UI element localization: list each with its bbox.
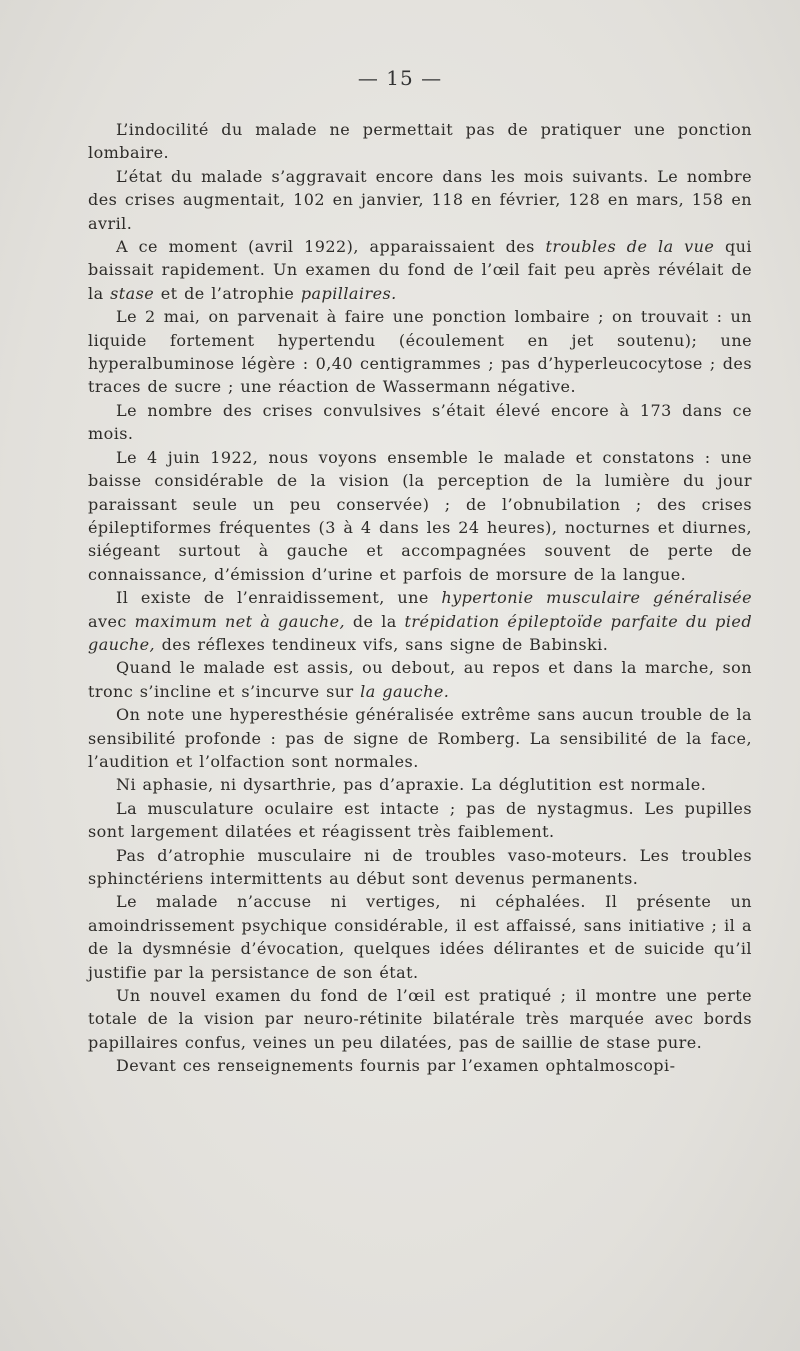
paragraph bbox=[88, 797, 752, 844]
italic-text-run: hypertonie musculaire généralisée bbox=[441, 588, 753, 608]
paragraph bbox=[88, 656, 752, 703]
text-run: On note une hyperesthésie généralisée extrême sans aucun trouble de la sensibilité profonde : pas de signe de Romberg. La sensibilité de la face, l’audition et l’olfaction sont normales. bbox=[88, 705, 752, 771]
text-run: Un nouvel examen du fond de l’œil est pratiqué ; il montre une perte totale de la vision par neuro-rétinite bilatérale très marquée avec bords papillaires confus, veines un peu dilatées, pas de saillie de stase pure. bbox=[88, 986, 752, 1052]
text-run: Pas d’atrophie musculaire ni de troubles vaso-moteurs. Les troubles sphinctériens intermittents au début sont devenus permanents. bbox=[88, 845, 752, 888]
paragraph bbox=[88, 984, 752, 1054]
paragraph bbox=[88, 235, 752, 305]
italic-text-run: stase bbox=[110, 283, 155, 303]
text-run: de la bbox=[345, 611, 405, 631]
text-run: Le malade n’accuse ni vertiges, ni céphalées. Il présente un amoindrissement psychique considérable, il est affaissé, sans initiative ; il a de la dysmnésie d’évocation, quelques idées délirantes et de suicide qu’il justifie par la persistance de son état. bbox=[88, 892, 752, 982]
text-run: des réflexes tendineux vifs, sans signe de Babinski. bbox=[155, 634, 609, 654]
text-run: avec bbox=[88, 611, 135, 631]
text-run: Devant ces renseignements fournis par l’examen ophtalmoscopi- bbox=[116, 1056, 676, 1076]
paragraph bbox=[88, 773, 752, 796]
italic-text-run: papillaires. bbox=[300, 283, 397, 303]
text-run: La musculature oculaire est intacte ; pas de nystagmus. Les pupilles sont largement dilatées et réagissent très faiblement. bbox=[88, 798, 752, 842]
text-run: qui baissait rapidement. Un examen du fond de l’œil fait peu après révélait de la bbox=[88, 237, 753, 303]
paragraph bbox=[88, 165, 752, 235]
italic-text-run: troubles de la vue bbox=[545, 237, 715, 257]
text-run: Le 4 juin 1922, nous voyons ensemble le malade et constatons : une baisse considérable de la vision (la perception de la lumière du jour paraissant seule un peu conservée) ; de l’obnubilation ; des crises épileptiformes fréquentes (3 à 4 dans les 24 heures), nocturnes et diurnes, siégeant surtout à gauche et accompagnées souvent de perte de connaissance, d’émission d’urine et parfois de morsure de la langue. bbox=[88, 447, 752, 584]
page-number: — 15 — bbox=[357, 66, 443, 90]
text-run: Quand le malade est assis, ou debout, au repos et dans la marche, son tronc s’incline et s’incurve sur bbox=[88, 658, 752, 701]
italic-text-run: trépidation épileptoïde parfaite du pied gauche, bbox=[88, 611, 753, 654]
paragraph bbox=[88, 890, 752, 984]
text-run: Le nombre des crises convulsives s’était élevé encore à 173 dans ce mois. bbox=[88, 400, 752, 444]
italic-text-run: la gauche. bbox=[360, 681, 450, 701]
text-run: L’état du malade s’aggravait encore dans les mois suivants. Le nombre des crises augmentait, 102 en janvier, 118 en février, 128 en mars, 158 en avril. bbox=[88, 166, 752, 233]
paragraph bbox=[88, 399, 752, 446]
text-run: A ce moment (avril 1922), apparaissaient des bbox=[116, 237, 546, 257]
text-run: Le 2 mai, on parvenait à faire une ponction lombaire ; on trouvait : un liquide fortement hypertendu (écoulement en jet soutenu); une hyperalbuminose légère : 0,40 centigrammes ; pas d’hyperleucocytose ; des traces de sucre ; une réaction de Wassermann négative. bbox=[88, 307, 752, 397]
text-run: L’indocilité du malade ne permettait pas de pratiquer une ponction lombaire. bbox=[88, 120, 752, 163]
italic-text-run: maximum net à gauche, bbox=[134, 611, 346, 631]
paragraph bbox=[88, 703, 752, 773]
paragraph bbox=[88, 586, 752, 656]
text-run: Ni aphasie, ni dysarthrie, pas d’apraxie. La déglutition est normale. bbox=[116, 775, 707, 795]
paragraph bbox=[88, 446, 752, 586]
paragraph bbox=[88, 1054, 752, 1077]
paragraph bbox=[88, 305, 752, 399]
text-run: et de l’atrophie bbox=[154, 283, 301, 303]
paragraph bbox=[88, 118, 752, 165]
text-run: Il existe de l’enraidissement, une bbox=[116, 588, 442, 608]
paragraph bbox=[88, 844, 752, 891]
body-text bbox=[88, 118, 752, 1078]
